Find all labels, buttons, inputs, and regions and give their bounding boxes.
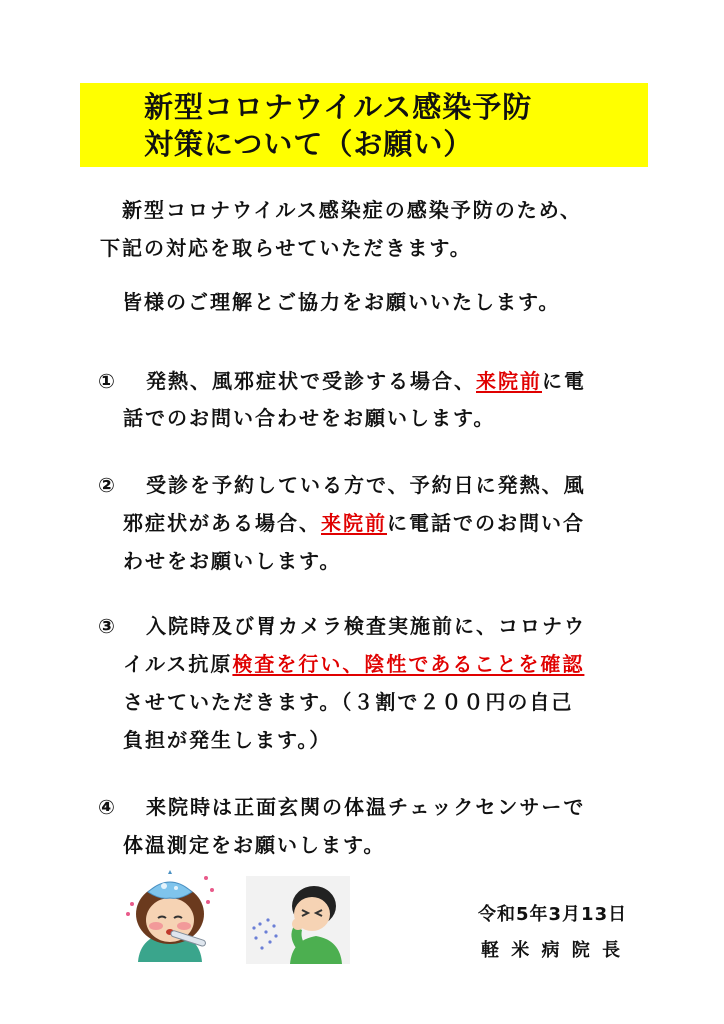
item-3-text-1: 入院時及び胃カメラ検査実施前に、コロナウ	[146, 614, 586, 638]
title-line-2: 対策について（お願い）	[144, 127, 474, 161]
item-1-line-2: 話でのお問い合わせをお願いします。	[123, 406, 496, 430]
item-1-line-1	[98, 369, 586, 393]
issue-date: 令和5年3月13日	[478, 904, 628, 925]
intro-line-1: 新型コロナウイルス感染症の感染予防のため、	[122, 198, 582, 222]
item-3-text-a: イルス抗原	[123, 652, 233, 676]
item-3-emphasis: 検査を行い、陰性であることを確認	[232, 652, 585, 676]
item-2-line-2	[123, 511, 585, 535]
sick-person-with-thermometer-icon	[118, 870, 222, 962]
intro-line-2: 下記の対応を取らせていただきます。	[100, 236, 472, 260]
item-2-line-3: わせをお願いします。	[123, 549, 342, 573]
intro-line-3: 皆様のご理解とご協力をお願いいたします。	[122, 290, 561, 314]
item-2-text-1: 受診を予約している方で、予約日に発熱、風	[146, 473, 586, 497]
item-4-text-1: 来院時は正面玄関の体温チェックセンサーで	[146, 795, 586, 819]
signature: 軽 米 病 院 長	[481, 940, 624, 961]
item-2-emphasis: 来院前	[321, 511, 387, 535]
item-4-line-1	[98, 795, 585, 819]
item-1-text-b: に電	[542, 369, 586, 393]
item-3-line-3: させていただきます。（３割で２００円の自己	[123, 690, 574, 714]
item-4-line-2: 体温測定をお願いします。	[123, 833, 386, 857]
item-3-number: ③	[98, 614, 117, 638]
item-4-number: ④	[98, 795, 117, 819]
item-2-text-a: 邪症状がある場合、	[123, 511, 321, 535]
person-sneezing-icon	[246, 876, 350, 964]
item-3-line-2	[123, 652, 584, 676]
item-2-text-b: に電話でのお問い合	[387, 511, 585, 535]
title-line-1: 新型コロナウイルス感染予防	[144, 90, 533, 124]
item-3-line-1	[98, 614, 586, 638]
item-3-line-4: 負担が発生します。）	[123, 728, 332, 752]
item-1-number: ①	[98, 369, 117, 393]
item-2-line-1	[98, 473, 586, 497]
item-2-number: ②	[98, 473, 117, 497]
title-banner	[80, 83, 648, 167]
item-1-text-a: 発熱、風邪症状で受診する場合、	[146, 369, 476, 393]
item-1-emphasis: 来院前	[476, 369, 542, 393]
